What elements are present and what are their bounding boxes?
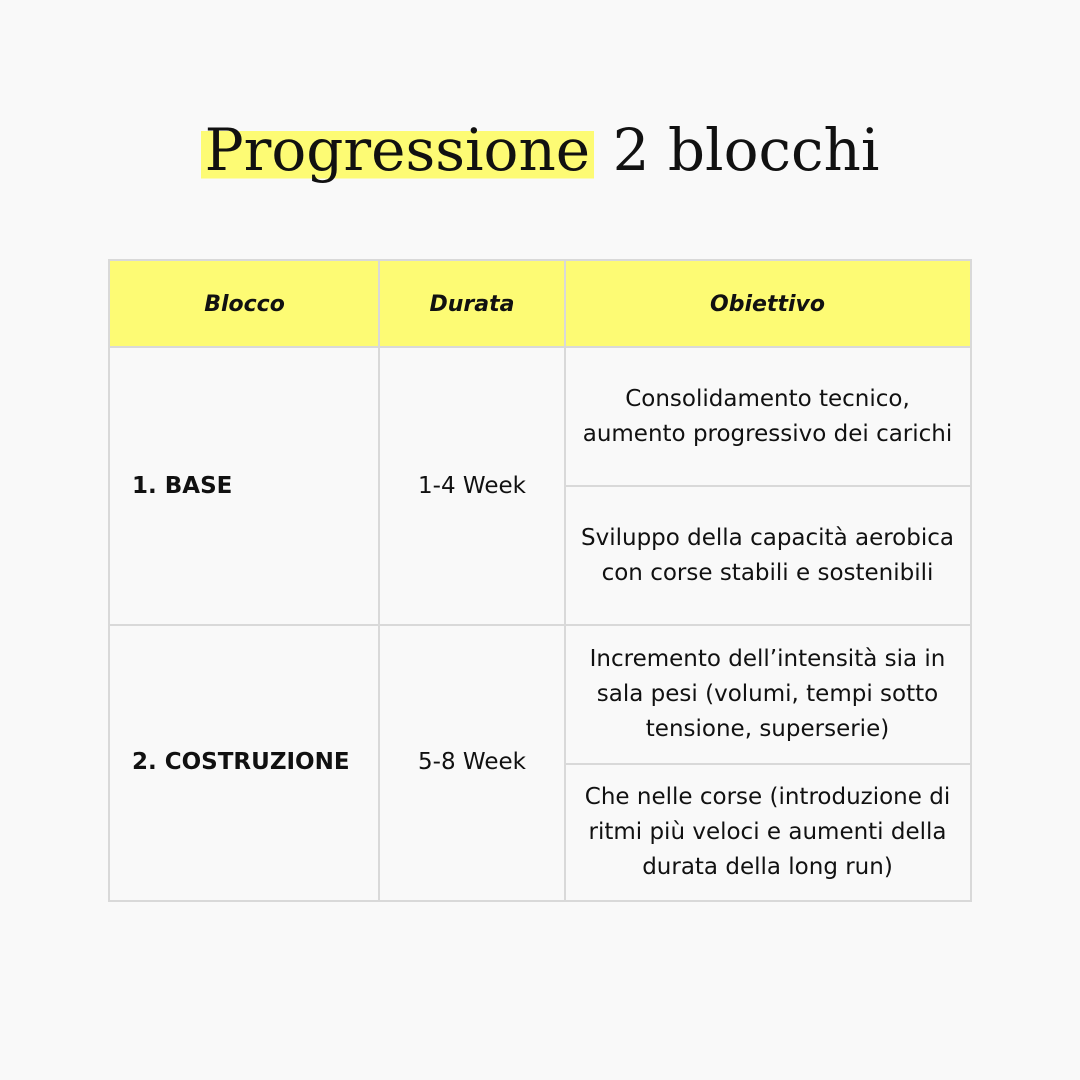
header-durata: Durata bbox=[379, 261, 565, 347]
row-2-durata: 5-8 Week bbox=[418, 749, 526, 775]
row-1-obiettivo-1: Consolidamento tecnico, aumento progressivo dei carichi bbox=[582, 385, 953, 447]
row-1-durata: 1-4 Week bbox=[418, 472, 526, 499]
row-divider bbox=[110, 624, 970, 626]
title-rest: 2 blocchi bbox=[612, 116, 880, 184]
sub-row-divider bbox=[564, 763, 970, 765]
title-highlight: Progressione bbox=[201, 116, 595, 184]
sub-row-divider bbox=[564, 485, 970, 487]
row-1-blocco: 1. BASE bbox=[132, 472, 233, 499]
header-obiettivo: Obiettivo bbox=[565, 261, 970, 347]
row-2-obiettivo-1: Incremento dell’intensità sia in sala pesi (volumi, tempi sotto tensione, superserie) bbox=[589, 646, 946, 742]
column-divider bbox=[378, 261, 380, 900]
progression-table bbox=[108, 259, 972, 902]
row-divider bbox=[110, 346, 970, 348]
row-2-blocco: 2. COSTRUZIONE bbox=[132, 749, 350, 775]
row-1-obiettivo-2: Sviluppo della capacità aerobica con corse stabili e sostenibili bbox=[581, 524, 954, 586]
header-blocco: Blocco bbox=[110, 261, 379, 347]
page-title bbox=[0, 110, 1080, 190]
column-divider bbox=[564, 261, 566, 900]
row-2-obiettivo-2: Che nelle corse (introduzione di ritmi più veloci e aumenti della durata della long run) bbox=[584, 783, 951, 880]
